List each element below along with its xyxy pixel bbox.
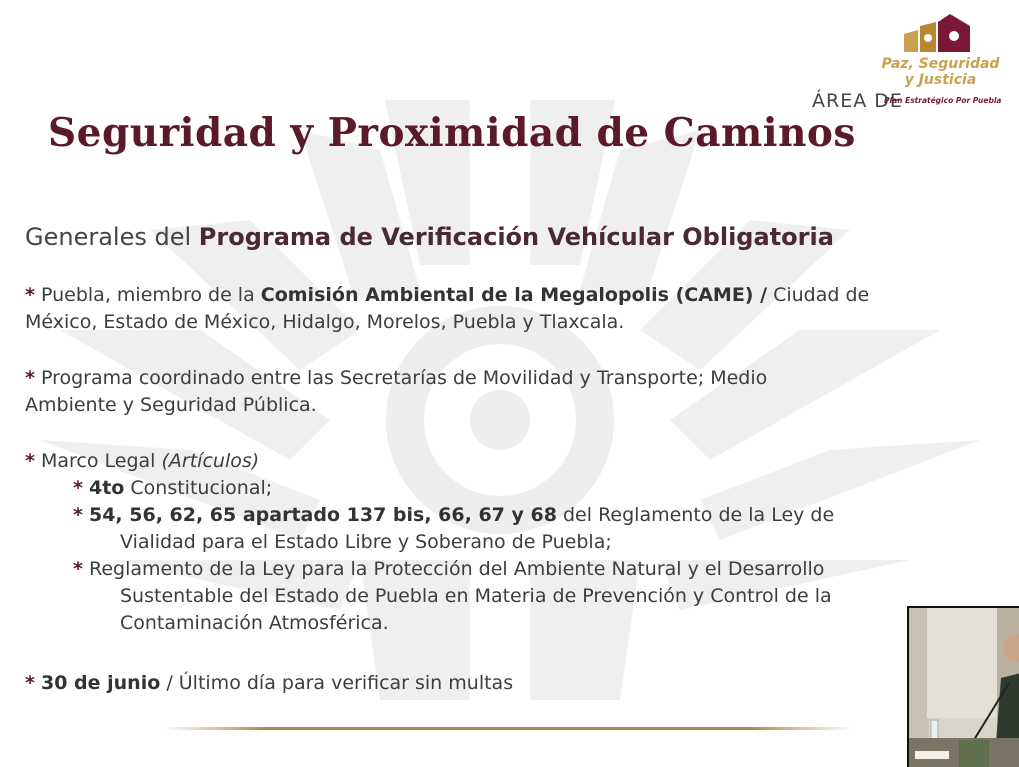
marco-legal-label: Marco Legal [40,450,156,472]
marco-legal-italic: (Artículos) [161,450,260,472]
reglamento-line2: Sustentable del Estado de Puebla en Materia de Prevención y Control de la [120,585,832,607]
came-text-before: Puebla, miembro de la [40,284,255,306]
bullet-icon: * [25,284,35,306]
constitucional-bold: 4to [88,477,125,499]
bullet-icon: * [25,672,35,694]
bullet-fecha-limite [25,670,513,697]
program-subheading [25,223,834,251]
reglamento-line3: Contaminación Atmosférica. [120,612,389,634]
bullet-icon: * [73,558,83,580]
video-frame-icon [909,608,1019,767]
area-label: ÁREA DE [812,90,903,112]
speaker-video-thumbnail[interactable] [907,606,1019,767]
subheading-program-name: Programa de Verificación Vehícular Obligatoria [198,223,834,251]
came-line2: México, Estado de México, Hidalgo, Morelos, Puebla y Tlaxcala. [25,311,625,333]
bullet-icon: * [25,450,35,472]
logo-subtitle: Plan Estratégico Por Puebla [884,96,1002,105]
fecha-bold: 30 de junio [40,672,161,694]
articulos-line2: Vialidad para el Estado Libre y Soberano de Puebla; [120,531,612,553]
logo-title-line1: Paz, Seguridad [881,56,1000,72]
subheading-prefix: Generales del [25,223,192,251]
bullet-icon: * [25,367,35,389]
logo-title-line2: y Justicia [904,72,977,88]
reglamento-line1: Reglamento de la Ley para la Protección del Ambiente Natural y el Desarrollo [88,558,825,580]
bullet-came [25,282,869,336]
fecha-text: / Último día para verificar sin multas [166,672,514,694]
came-bold: Comisión Ambiental de la Megalopolis (CAME) / [260,284,768,306]
articulos-bold: 54, 56, 62, 65 apartado 137 bis, 66, 67 y 68 [88,504,557,526]
came-text-after: Ciudad de [773,284,870,306]
bullet-marco-legal [25,448,834,637]
slide-title: Seguridad y Proximidad de Caminos [48,110,856,156]
programa-line2: Ambiente y Seguridad Pública. [25,394,317,416]
bullet-programa [25,365,767,419]
logo-title [878,56,1003,88]
bullet-icon: * [73,504,83,526]
constitucional-text: Constitucional; [130,477,273,499]
bullet-icon: * [73,477,83,499]
articulos-text: del Reglamento de la Ley de [563,504,835,526]
programa-line1: Programa coordinado entre las Secretarías de Movilidad y Transporte; Medio [40,367,768,389]
gold-divider [163,727,853,730]
